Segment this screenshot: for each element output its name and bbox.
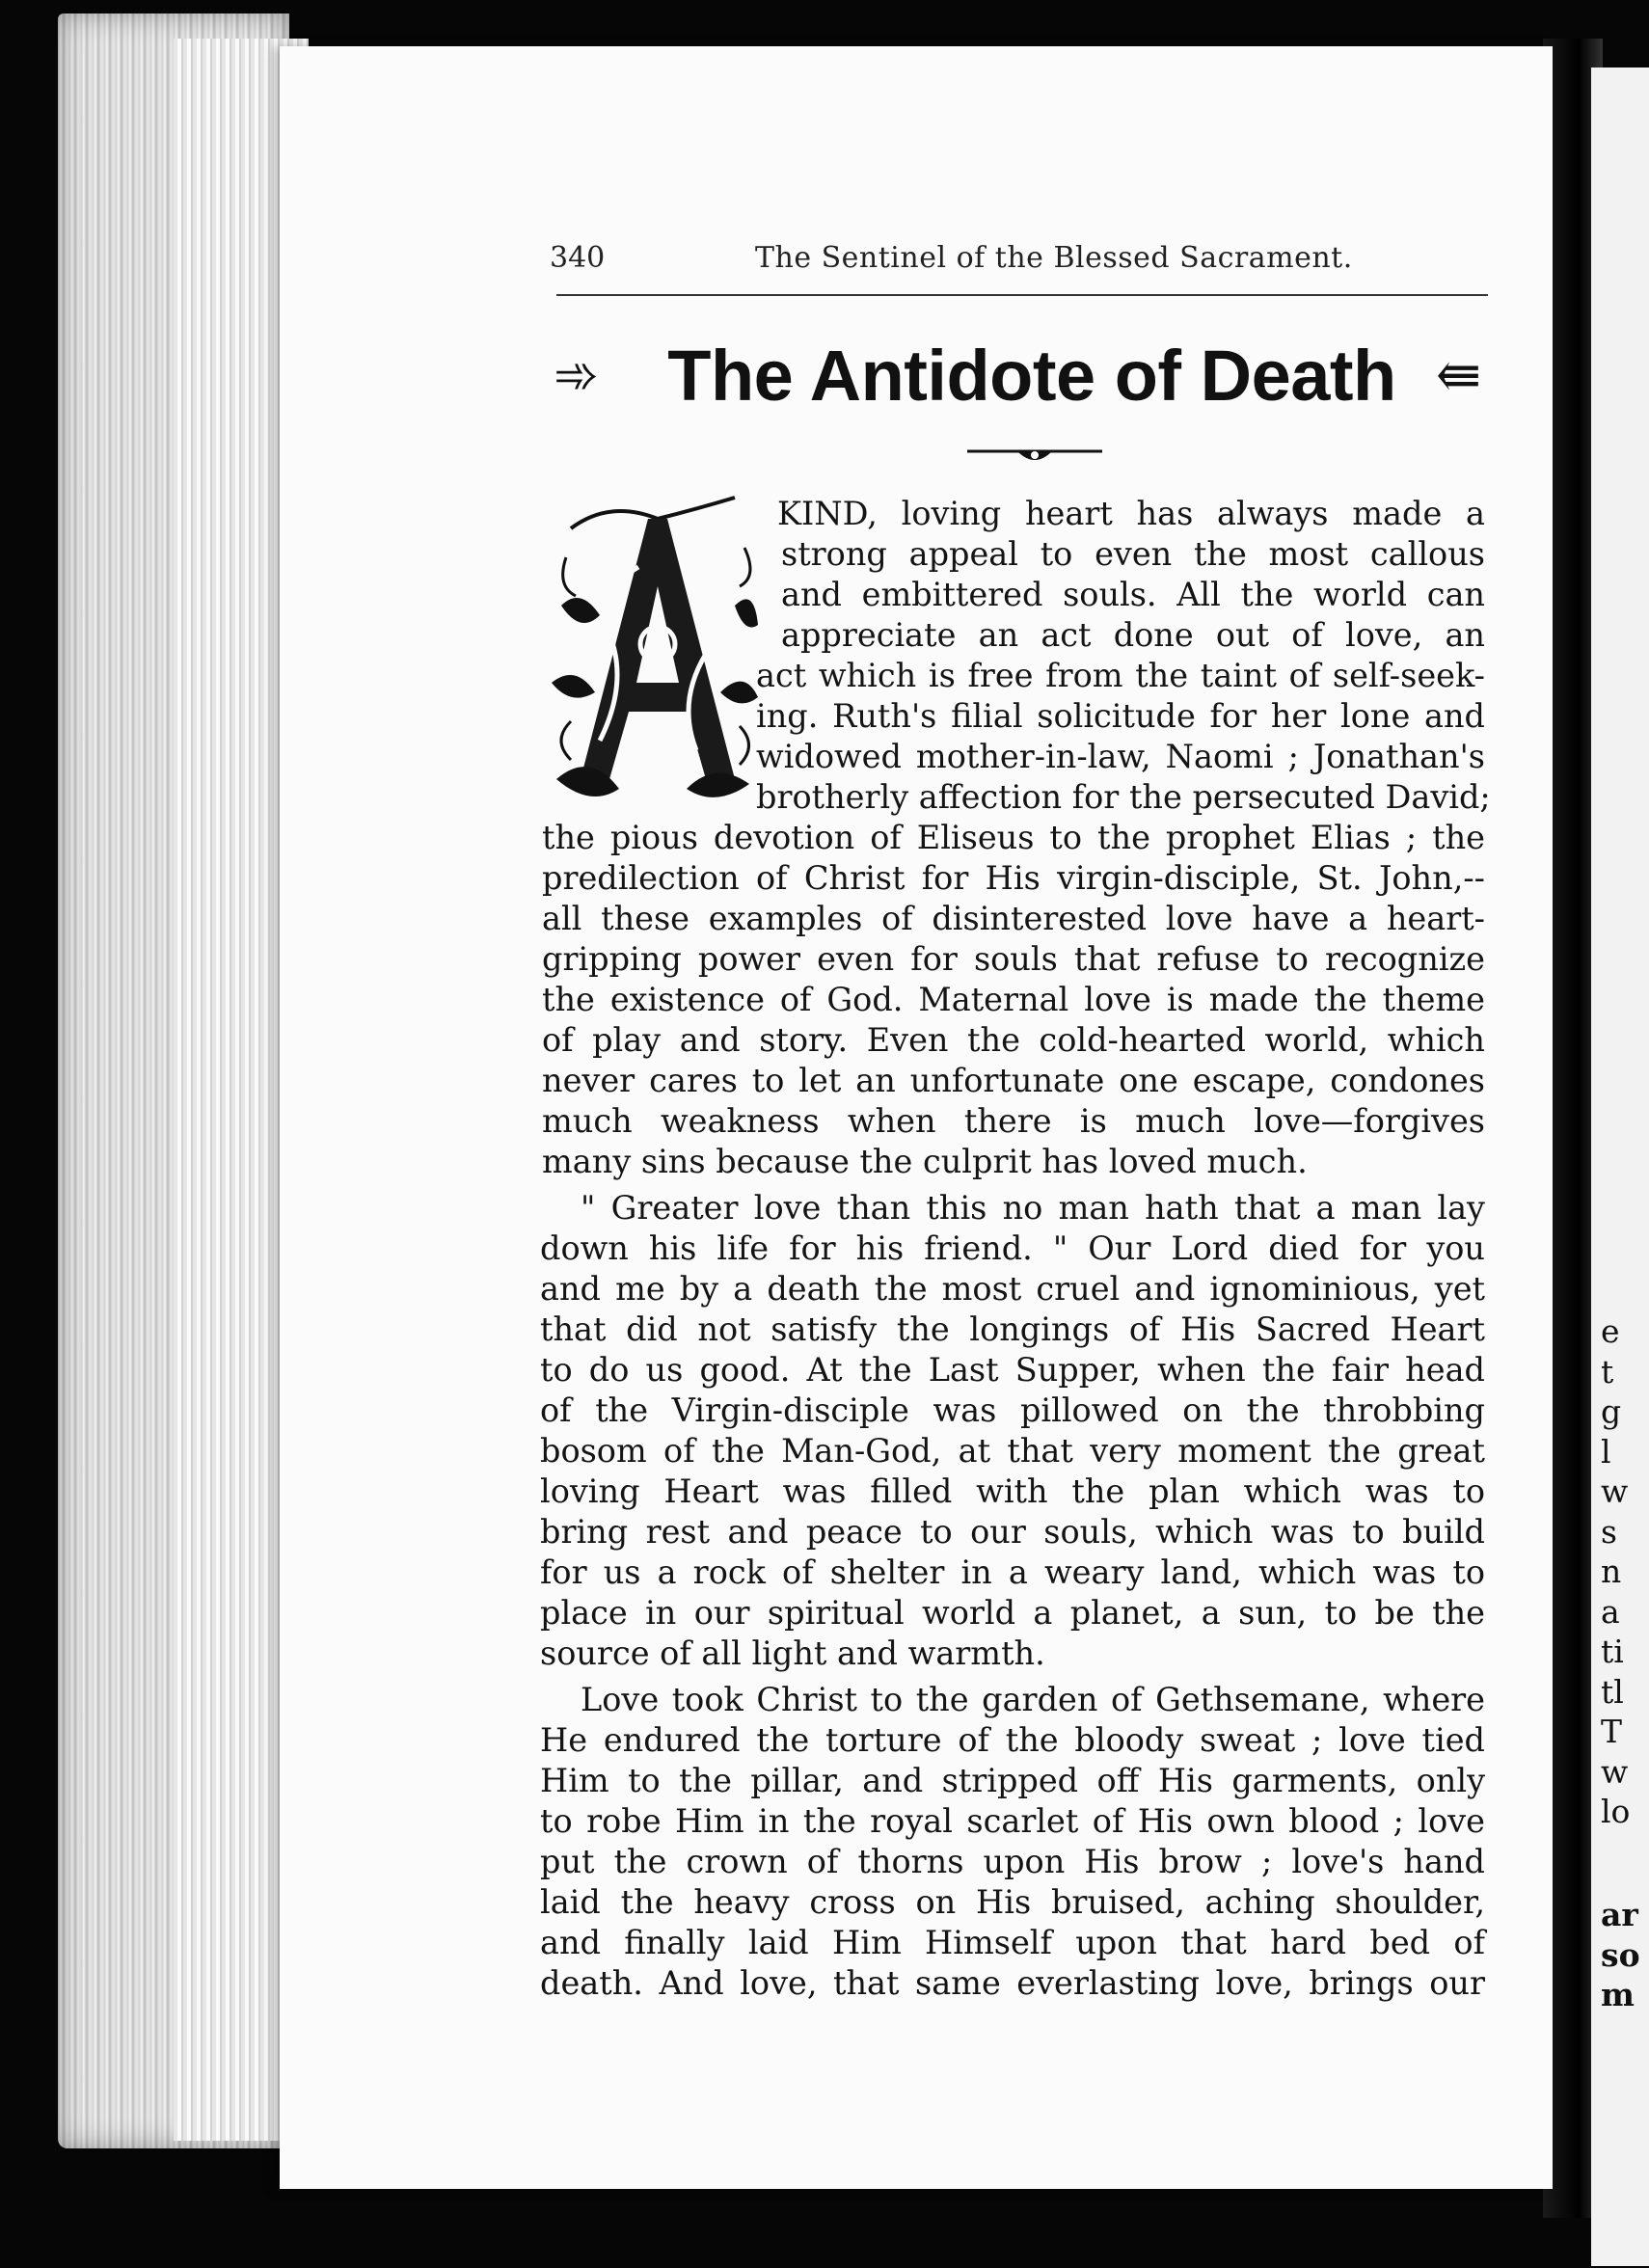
body-line: of the Virgin-disciple was pillowed on the throbbing bbox=[540, 1391, 1485, 1429]
body-line: down his life for his friend. " Our Lord died for you bbox=[540, 1229, 1485, 1267]
title-ornament-icon bbox=[967, 446, 1102, 469]
running-header bbox=[550, 241, 1487, 291]
body-line: place in our spiritual world a planet, a sun, to be the bbox=[540, 1594, 1485, 1632]
body-line: source of all light and warmth. bbox=[540, 1634, 1045, 1672]
title-row bbox=[550, 328, 1495, 424]
body-line: of play and story. Even the cold-hearted world, which bbox=[542, 1021, 1485, 1059]
body-line: the pious devotion of Eliseus to the prophet Elias ; the bbox=[542, 819, 1485, 856]
body-line: widowed mother-in-law, Naomi ; Jonathan's bbox=[756, 738, 1485, 775]
body-line: and me by a death the most cruel and ignominious, yet bbox=[540, 1270, 1485, 1308]
article-title: The Antidote of Death bbox=[667, 336, 1396, 416]
body-line: all these examples of disinterested love have a heart- bbox=[542, 900, 1485, 937]
body-line: for us a rock of shelter in a weary land, which was to bbox=[540, 1553, 1485, 1591]
body-line: to robe Him in the royal scarlet of His own blood ; love bbox=[540, 1802, 1485, 1840]
body-line: He endured the torture of the bloody sweat ; love tied bbox=[540, 1721, 1485, 1759]
header-rule bbox=[556, 294, 1488, 296]
body-line: bosom of the Man-God, at that very moment the great bbox=[540, 1432, 1485, 1470]
body-line: many sins because the culprit has loved much. bbox=[542, 1143, 1308, 1180]
facing-page-fragments-upper: e t g l w s n a ti tl T w lo bbox=[1601, 1312, 1631, 1830]
body-line: laid the heavy cross on His bruised, aching shoulder, bbox=[540, 1883, 1485, 1921]
body-line: put the crown of thorns upon His brow ; love's hand bbox=[540, 1843, 1485, 1880]
body-line: loving Heart was filled with the plan which was to bbox=[540, 1472, 1485, 1510]
page-number: 340 bbox=[550, 241, 606, 275]
body-line: to do us good. At the Last Supper, when the fair head bbox=[540, 1351, 1485, 1389]
body-line: predilection of Christ for His virgin-disciple, St. John,-- bbox=[542, 859, 1485, 897]
right-arrow-ornament-icon: ⇚ bbox=[1436, 344, 1481, 407]
facing-page-fragments-lower: ar so m bbox=[1601, 1896, 1640, 2013]
body-line: strong appeal to even the most callous bbox=[781, 535, 1485, 573]
body-line: that did not satisfy the longings of His Sacred Heart bbox=[540, 1310, 1485, 1348]
running-title: The Sentinel of the Blessed Sacrament. bbox=[755, 241, 1353, 275]
body-line: Him to the pillar, and stripped off His garments, only bbox=[540, 1762, 1485, 1799]
body-line: KIND, loving heart has always made a bbox=[777, 495, 1485, 532]
body-line: never cares to let an unfortunate one escape, condones bbox=[542, 1062, 1485, 1099]
body-line: ing. Ruth's filial solicitude for her lone and bbox=[756, 697, 1485, 735]
ornamental-drop-cap-icon bbox=[552, 490, 758, 804]
body-line: bring rest and peace to our souls, which was to build bbox=[540, 1513, 1485, 1551]
body-line: appreciate an act done out of love, an bbox=[781, 616, 1485, 654]
body-line: gripping power even for souls that refuse to recognize bbox=[542, 940, 1485, 978]
body-line: much weakness when there is much love—forgives bbox=[542, 1102, 1485, 1140]
body-line: the existence of God. Maternal love is made the theme bbox=[542, 981, 1485, 1018]
body-line: act which is free from the taint of self-seek- bbox=[756, 657, 1485, 694]
body-line: Love took Christ to the garden of Gethsemane, where bbox=[581, 1681, 1485, 1718]
body-line: and finally laid Him Himself upon that hard bed of bbox=[540, 1924, 1485, 1961]
body-line: brotherly affection for the persecuted David; bbox=[756, 778, 1491, 816]
body-line: death. And love, that same everlasting love, brings our bbox=[540, 1964, 1485, 2002]
body-line: and embittered souls. All the world can bbox=[781, 576, 1485, 613]
body-line: " Greater love than this no man hath that a man lay bbox=[581, 1189, 1485, 1227]
left-arrow-ornament-icon: ➾ bbox=[554, 344, 599, 407]
